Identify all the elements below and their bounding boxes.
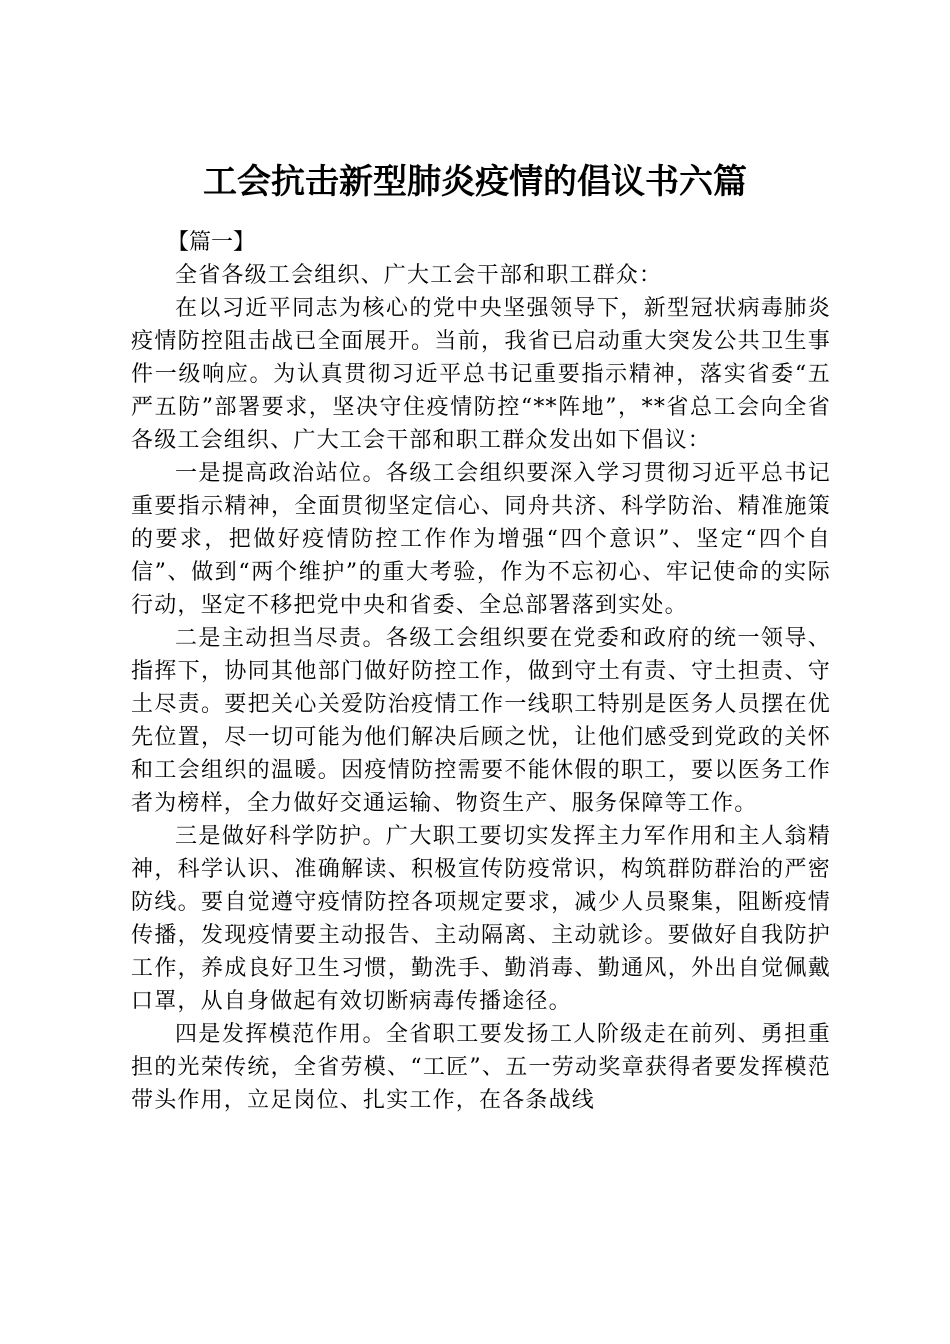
section-label: 【篇一】: [167, 230, 256, 255]
paragraph-intro: 在以习近平同志为核心的党中央坚强领导下，新型冠状病毒肺炎疫情防控阻击战已全面展开。当前，我省已启动重大突发公共卫生事件一级响应。为认真贯彻习近平总书记重要指示精神，落实省委“五严五防”部署要求，坚决守住疫情防控“**阵地”，**省总工会向全省各级工会组织、广大工会干部和职工群众发出如下倡议：: [131, 296, 831, 453]
document-title: 工会抗击新型肺炎疫情的倡议书六篇: [203, 162, 747, 202]
paragraph-point-3: 三是做好科学防护。广大职工要切实发挥主力军作用和主人翁精神，科学认识、准确解读、积极宣传防疫常识，构筑群防群治的严密防线。要自觉遵守疫情防控各项规定要求，减少人员聚集，阻断疫情传播，发现疫情要主动报告、主动隔离、主动就诊。要做好自我防护工作，养成良好卫生习惯，勤洗手、勤消毒、勤通风，外出自觉佩戴口罩，从自身做起有效切断病毒传播途径。: [131, 824, 831, 1014]
document-body: [131, 226, 831, 1117]
salutation: 全省各级工会组织、广大工会干部和职工群众：: [175, 263, 663, 288]
paragraph-point-1: 一是提高政治站位。各级工会组织要深入学习贯彻习近平总书记重要指示精神，全面贯彻坚定信心、同舟共济、科学防治、精准施策的要求，把做好疫情防控工作作为增强“四个意识”、坚定“四个自信”、做到“两个维护”的重大考验，作为不忘初心、牢记使命的实际行动，坚定不移把党中央和省委、全总部署落到实处。: [131, 461, 831, 618]
paragraph-point-4: 四是发挥模范作用。全省职工要发扬工人阶级走在前列、勇担重担的光荣传统，全省劳模、“工匠”、五一劳动奖章获得者要发挥模范带头作用，立足岗位、扎实工作，在各条战线: [131, 1022, 831, 1113]
paragraph-point-2: 二是主动担当尽责。各级工会组织要在党委和政府的统一领导、指挥下，协同其他部门做好防控工作，做到守土有责、守土担责、守土尽责。要把关心关爱防治疫情工作一线职工特别是医务人员摆在优先位置，尽一切可能为他们解决后顾之忧，让他们感受到党政的关怀和工会组织的温暖。因疫情防控需要不能休假的职工，要以医务工作者为榜样，全力做好交通运输、物资生产、服务保障等工作。: [131, 626, 831, 816]
